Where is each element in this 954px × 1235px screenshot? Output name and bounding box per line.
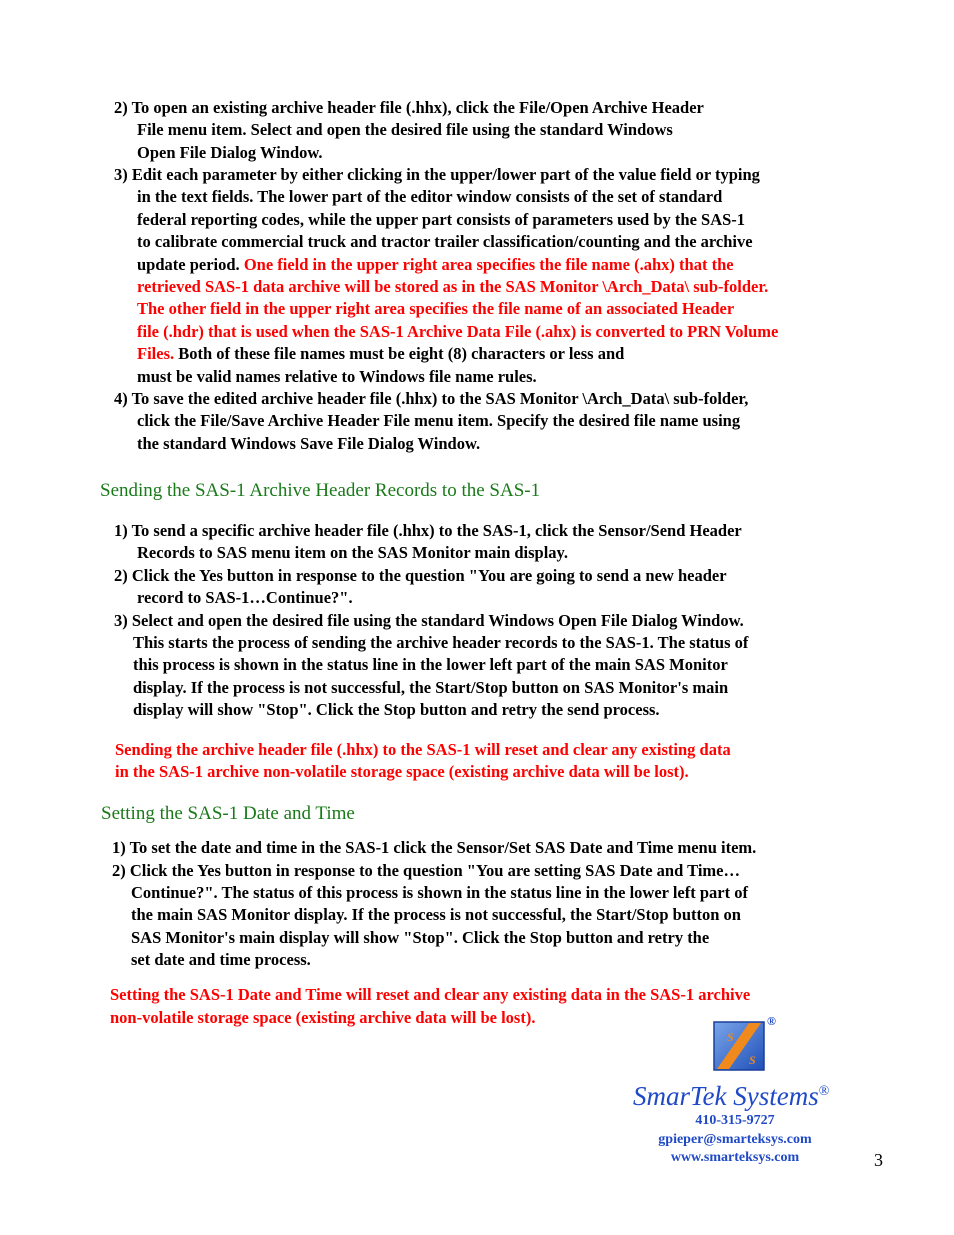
s3-line-5: set date and time process.	[131, 950, 311, 969]
s1-line-13: 4) To save the edited archive header file (.hhx) to the SAS Monitor \Arch_Data\ sub-folder,	[114, 389, 749, 408]
s2-line-2: 2) Click the Yes button in response to the question "You are going to send a new header	[114, 566, 727, 585]
s2-line-6: this process is shown in the status line in the lower left part of the main SAS Monitor	[133, 655, 728, 674]
s3-line-3: the main SAS Monitor display. If the process is not successful, the Start/Stop button on	[131, 905, 741, 924]
s1-line-8: retrieved SAS-1 data archive will be stored as in the SAS Monitor \Arch_Data\ sub-folder.	[137, 277, 769, 296]
s1-line-6: to calibrate commercial truck and tractor trailer classification/counting and the archive	[137, 232, 753, 251]
s2-line-5: This starts the process of sending the archive header records to the SAS-1. The status of	[133, 633, 749, 652]
s1-line-4: in the text fields. The lower part of the editor window consists of the set of standard	[137, 187, 723, 206]
s2-line-0: 1) To send a specific archive header file (.hhx) to the SAS-1, click the Sensor/Send Header	[114, 521, 742, 540]
s2-line-7: display. If the process is not successful, the Start/Stop button on SAS Monitor's main	[133, 678, 729, 697]
s2-line-3: record to SAS-1…Continue?".	[137, 588, 353, 607]
page-number: 3	[874, 1150, 883, 1170]
s1-line-5: federal reporting codes, while the upper part consists of parameters used by the SAS-1	[137, 210, 746, 229]
brand-registered-mark: ®	[818, 1084, 830, 1099]
s1-line-3: 3) Edit each parameter by either clicking in the upper/lower part of the value field or typing	[114, 165, 760, 184]
heading-send-records: Sending the SAS-1 Archive Header Records to the SAS-1	[100, 480, 541, 501]
s3-warning-0: Setting the SAS-1 Date and Time will reset and clear any existing data in the SAS-1 archive	[110, 985, 751, 1004]
s2-warning-0: Sending the archive header file (.hhx) to the SAS-1 will reset and clear any existing data	[115, 740, 731, 759]
s1-line-11: Files. Both of these file names must be eight (8) characters or less and	[137, 344, 625, 363]
s2-warning-1: in the SAS-1 archive non-volatile storage space (existing archive data will be lost).	[115, 762, 689, 781]
s3-warning-1: non-volatile storage space (existing archive data will be lost).	[110, 1008, 536, 1027]
s1-line-10: file (.hdr) that is used when the SAS-1 Archive Data File (.ahx) is converted to PRN Volume	[137, 322, 779, 341]
registered-mark: ®	[767, 1014, 776, 1028]
s1-line-12: must be valid names relative to Windows file name rules.	[137, 367, 537, 386]
logo-letter-bottom: S	[749, 1053, 756, 1067]
s1-line-0: 2) To open an existing archive header file (.hhx), click the File/Open Archive Header	[114, 98, 704, 117]
s1-line-2: Open File Dialog Window.	[137, 143, 323, 162]
logo-letter-top: S	[727, 1030, 734, 1044]
s1-line-7: update period. One field in the upper right area specifies the file name (.ahx) that the	[137, 255, 734, 274]
s1-line-14: click the File/Save Archive Header File menu item. Specify the desired file name using	[137, 411, 741, 430]
contact-email[interactable]: gpieper@smarteksys.com	[658, 1132, 812, 1147]
s3-line-2: Continue?". The status of this process is shown in the status line in the lower left part of	[131, 883, 748, 902]
smartek-logo	[713, 1021, 765, 1071]
contact-phone: 410-315-9727	[695, 1113, 775, 1128]
heading-set-date-time: Setting the SAS-1 Date and Time	[101, 803, 355, 824]
s1-line-9: The other field in the upper right area specifies the file name of an associated Header	[137, 299, 735, 318]
brand-name: SmarTek Systems®	[633, 1081, 830, 1111]
s2-line-4: 3) Select and open the desired file using the standard Windows Open File Dialog Window.	[114, 611, 744, 630]
s1-line-1: File menu item. Select and open the desired file using the standard Windows	[137, 120, 673, 139]
s3-line-4: SAS Monitor's main display will show "Stop". Click the Stop button and retry the	[131, 928, 710, 947]
contact-website[interactable]: www.smarteksys.com	[670, 1150, 800, 1165]
s2-line-8: display will show "Stop". Click the Stop button and retry the send process.	[133, 700, 660, 719]
s2-line-1: Records to SAS menu item on the SAS Monitor main display.	[137, 543, 569, 562]
s3-line-1: 2) Click the Yes button in response to the question "You are setting SAS Date and Time…	[112, 861, 740, 880]
s1-line-15: the standard Windows Save File Dialog Window.	[137, 434, 481, 453]
s3-line-0: 1) To set the date and time in the SAS-1 click the Sensor/Set SAS Date and Time menu item.	[112, 838, 757, 857]
